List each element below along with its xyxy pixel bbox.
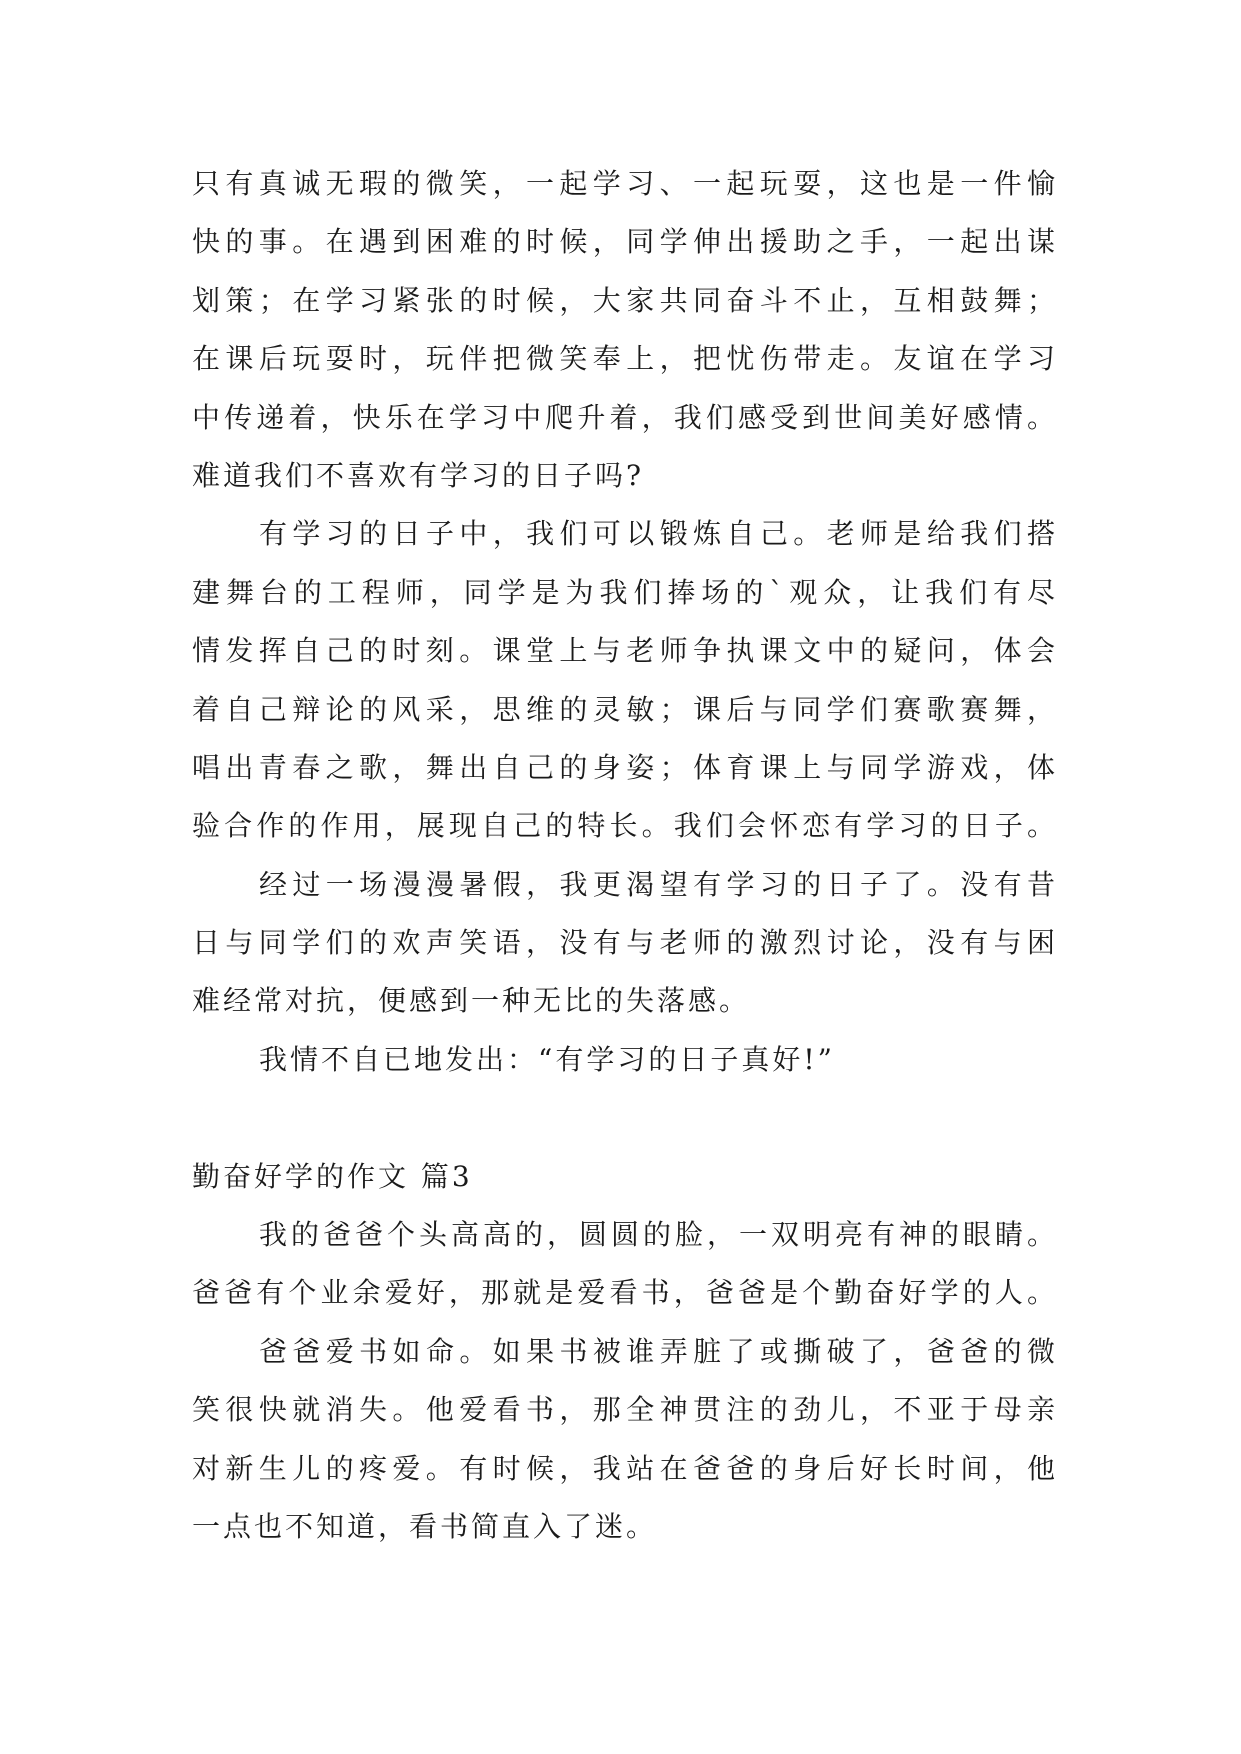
- text-line: 难经常对抗，便感到一种无比的失落感。: [192, 984, 751, 1018]
- paragraph: [192, 1031, 1058, 1089]
- text-line: 验合作的作用，展现自己的特长。我们会怀恋有学习的日子。: [192, 809, 1058, 843]
- text-line: 我情不自已地发出：“有学习的日子真好!”: [259, 1042, 835, 1076]
- text-line: 日与同学们的欢声笑语，没有与老师的激烈讨论，没有与困: [192, 926, 1058, 960]
- text-line: 爸爸爱书如命。如果书被谁弄脏了或撕破了，爸爸的微: [259, 1334, 1058, 1368]
- text-line: 唱出青春之歌，舞出自己的身姿；体育课上与同学游戏，体: [192, 750, 1058, 784]
- text-line: 中传递着，快乐在学习中爬升着，我们感受到世间美好感情。: [192, 400, 1058, 434]
- text-line: 有学习的日子中，我们可以锻炼自己。老师是给我们搭: [259, 517, 1058, 551]
- paragraph: [192, 505, 1058, 855]
- text-line: 一点也不知道，看书简直入了迷。: [192, 1509, 658, 1543]
- text-line: 快的事。在遇到困难的时候，同学伸出援助之手，一起出谋: [192, 225, 1058, 259]
- text-line: 划策；在学习紧张的时候，大家共同奋斗不止，互相鼓舞；: [192, 283, 1058, 317]
- text-line: 情发挥自己的时刻。课堂上与老师争执课文中的疑问，体会: [192, 634, 1058, 668]
- text-line: 我的爸爸个头高高的，圆圆的脸，一双明亮有神的眼睛。: [259, 1218, 1058, 1252]
- text-line: 对新生儿的疼爱。有时候，我站在爸爸的身后好长时间，他: [192, 1451, 1058, 1485]
- text-line: 只有真诚无瑕的微笑，一起学习、一起玩耍，这也是一件愉: [192, 167, 1058, 200]
- paragraph: [192, 856, 1058, 1031]
- text-line: 难道我们不喜欢有学习的日子吗?: [192, 458, 645, 492]
- text-line: 爸爸有个业余爱好，那就是爱看书，爸爸是个勤奋好学的人。: [192, 1276, 1058, 1310]
- text-line: 经过一场漫漫暑假，我更渴望有学习的日子了。没有昔: [259, 867, 1058, 901]
- section-heading: 勤奋好学的作文 篇3: [192, 1159, 473, 1193]
- text-line: 建舞台的工程师，同学是为我们捧场的`观众，让我们有尽: [192, 575, 1058, 609]
- text-line: 在课后玩耍时，玩伴把微笑奉上，把忧伤带走。友谊在学习: [192, 342, 1058, 376]
- paragraph: [192, 1206, 1058, 1323]
- text-line: 笑很快就消失。他爱看书，那全神贯注的劲儿，不亚于母亲: [192, 1393, 1058, 1427]
- paragraph: [192, 155, 1058, 505]
- blank-line: [192, 1089, 1058, 1147]
- paragraph: [192, 1323, 1058, 1557]
- document-page: [192, 155, 1058, 1556]
- text-line: 着自己辩论的风采，思维的灵敏；课后与同学们赛歌赛舞，: [192, 692, 1058, 726]
